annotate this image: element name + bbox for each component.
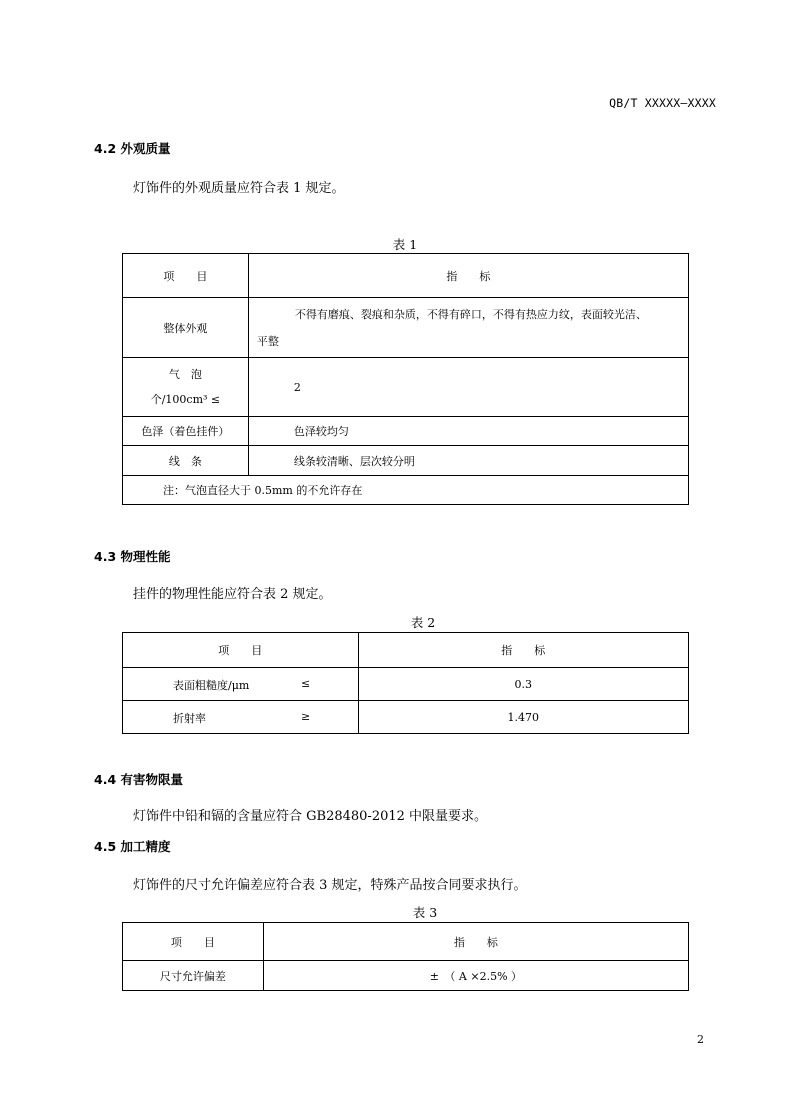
section-title-4-5: 4.5 加工精度 xyxy=(94,839,171,854)
table-3-caption: 表 3 xyxy=(412,905,438,920)
paragraph-4-5: 灯饰件的尺寸允许偏差应符合表 3 规定，特殊产品按合同要求执行。 xyxy=(133,878,527,893)
table-2-item-label: 折射率 xyxy=(173,712,206,725)
table-2-item-operator: ≤ xyxy=(301,677,311,690)
table-row xyxy=(123,417,689,446)
table-1-cell-item-line1: 气 泡 xyxy=(168,368,202,381)
paragraph-4-3: 挂件的物理性能应符合表 2 规定。 xyxy=(133,587,332,602)
table-1-note: 注：气泡直径大于 0.5mm 的不允许存在 xyxy=(123,476,689,505)
table-1-cell-value-line1: 不得有磨痕、裂痕和杂质，不得有碎口，不得有热应力纹，表面较光洁、 xyxy=(294,307,647,321)
table-2-item-operator: ≥ xyxy=(301,710,311,723)
table-2-head-value: 指 标 xyxy=(358,633,688,668)
table-row xyxy=(123,961,689,991)
table-1-cell-item: 整体外观 xyxy=(123,298,249,358)
table-1-cell-value-line2: 平整 xyxy=(256,334,279,348)
table-row xyxy=(123,476,689,505)
table-row xyxy=(123,298,689,358)
table-row xyxy=(123,358,689,417)
table-2-caption: 表 2 xyxy=(410,615,436,630)
table-2-cell-value: 0.3 xyxy=(358,668,688,701)
table-2-cell-item xyxy=(123,701,359,734)
section-title-4-3: 4.3 物理性能 xyxy=(94,549,171,564)
table-1-cell-value xyxy=(248,298,688,358)
table-1-head-value: 指 标 xyxy=(248,254,688,298)
table-3-head-item: 项 目 xyxy=(123,923,264,961)
table-1-cell-item-line2: 个/100cm³ ≤ xyxy=(150,393,221,406)
table-1-cell-item xyxy=(123,358,249,417)
table-1-cell-value: 线条较清晰、层次较分明 xyxy=(248,446,688,476)
table-1 xyxy=(122,253,689,505)
table-3-cell-item: 尺寸允许偏差 xyxy=(123,961,264,991)
table-1-head-item: 项 目 xyxy=(123,254,249,298)
table-1-cell-item: 色泽（着色挂件） xyxy=(123,417,249,446)
table-2-item-label: 表面粗糙度/μm xyxy=(173,679,250,692)
paragraph-4-4: 灯饰件中铅和镉的含量应符合 GB28480-2012 中限量要求。 xyxy=(133,809,488,824)
paragraph-4-2: 灯饰件的外观质量应符合表 1 规定。 xyxy=(133,181,345,196)
table-2-cell-value: 1.470 xyxy=(358,701,688,734)
table-row xyxy=(123,254,689,298)
page-number: 2 xyxy=(697,1033,704,1046)
section-title-4-2: 4.2 外观质量 xyxy=(94,141,171,156)
table-2-cell-item xyxy=(123,668,359,701)
table-1-cell-value: 色泽较均匀 xyxy=(248,417,688,446)
table-1-cell-item: 线 条 xyxy=(123,446,249,476)
table-row xyxy=(123,668,689,701)
standard-code: QB/T XXXXX—XXXX xyxy=(609,96,716,110)
table-1-cell-value: 2 xyxy=(248,358,688,417)
table-3-cell-value: ± （ A ×2.5% ） xyxy=(263,961,688,991)
table-row xyxy=(123,633,689,668)
table-3-head-value: 指 标 xyxy=(263,923,688,961)
table-1-caption: 表 1 xyxy=(392,237,418,252)
table-2 xyxy=(122,632,689,734)
table-row xyxy=(123,701,689,734)
table-2-head-item: 项 目 xyxy=(123,633,359,668)
table-row xyxy=(123,923,689,961)
section-title-4-4: 4.4 有害物限量 xyxy=(94,772,183,787)
table-3 xyxy=(122,922,689,991)
table-row xyxy=(123,446,689,476)
